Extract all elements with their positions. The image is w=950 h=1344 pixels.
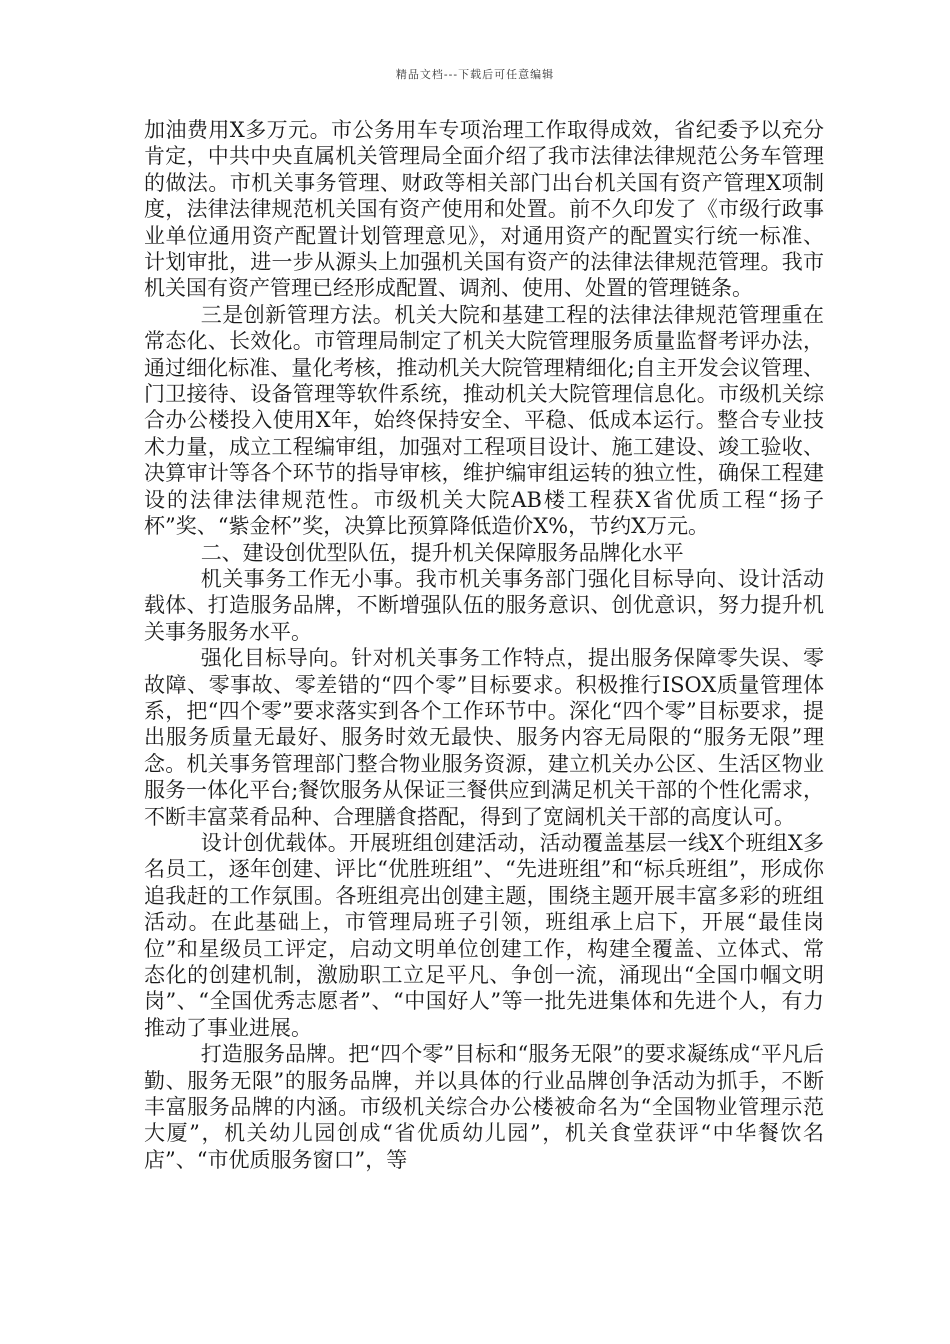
paragraph-team-intro: 机关事务工作无小事。我市机关事务部门强化目标导向、设计活动载体、打造服务品牌，不断增强队伍的服务意识、创优意识，努力提升机关事务服务水平。 [144, 566, 824, 644]
paragraph-management-methods: 三是创新管理方法。机关大院和基建工程的法律法律规范管理重在常态化、长效化。市管理局制定了机关大院管理服务质量监督考评办法，通过细化标准、量化考核，推动机关大院管理精细化;自主开发会议管理、门卫接待、设备管理等软件系统，推动机关大院管理信息化。市级机关综合办公楼投入使用Ⅹ年，始终保持安全、平稳、低成本运行。整合专业技术力量，成立工程编审组，加强对工程项目设计、施工建设、竣工验收、决算审计等各个环节的指导审核，维护编审组运转的独立性，确保工程建设的法律法律规范性。市级机关大院AB楼工程获Ⅹ省优质工程“扬子杯”奖、“紫金杯”奖，决算比预算降低造价Ⅹ%，节约Ⅹ万元。 [144, 302, 824, 539]
paragraph-vehicle-assets: 加油费用Ⅹ多万元。市公务用车专项治理工作取得成效，省纪委予以充分肯定，中共中央直属机关管理局全面介绍了我市法律法律规范公务车管理的做法。市机关事务管理、财政等相关部门出台机关国有资产管理Ⅹ项制度，法律法律规范机关国有资产使用和处置。前不久印发了《市级行政事业单位通用资产配置计划管理意见》，对通用资产的配置实行统一标准、计划审批，进一步从源头上加强机关国有资产的法律法律规范管理。我市机关国有资产管理已经形成配置、调剂、使用、处置的管理链条。 [144, 118, 824, 301]
page-header: 精品文档---下载后可任意编辑 [395, 68, 555, 81]
paragraph-goal-orientation: 强化目标导向。针对机关事务工作特点，提出服务保障零失误、零故障、零事故、零差错的“四个零”目标要求。积极推行ISOX质量管理体系，把“四个零”要求落实到各个工作环节中。深化“四个零”目标要求，提出服务质量无最好、服务时效无最快、服务内容无局限的“服务无限”理念。机关事务管理部门整合物业服务资源，建立机关办公区、生活区物业服务一体化平台;餐饮服务从保证三餐供应到满足机关干部的个性化需求，不断丰富菜肴品种、合理膳食搭配，得到了宽阔机关干部的高度认可。 [144, 646, 824, 829]
section-heading-team-building: 二、建设创优型队伍，提升机关保障服务品牌化水平 [200, 540, 684, 565]
paragraph-activity-carriers: 设计创优载体。开展班组创建活动，活动覆盖基层一线Ⅹ个班组Ⅹ多名员工，逐年创建、评比“优胜班组”、“先进班组”和“标兵班组”，形成你追我赶的工作氛围。各班组亮出创建主题，围绕主题开展丰富多彩的班组活动。在此基础上，市管理局班子引领，班组承上启下，开展“最佳岗位”和星级员工评定，启动文明单位创建工作，构建全覆盖、立体式、常态化的创建机制，激励职工立足平凡、争创一流，涌现出“全国巾帼文明岗”、“全国优秀志愿者”、“中国好人”等一批先进集体和先进个人，有力推动了事业进展。 [144, 830, 824, 1040]
paragraph-service-brand: 打造服务品牌。把“四个零”目标和“服务无限”的要求凝练成“平凡后勤、服务无限”的服务品牌，并以具体的行业品牌创争活动为抓手，不断丰富服务品牌的内涵。市级机关综合办公楼被命名为“全国物业管理示范大厦”，机关幼儿园创成“省优质幼儿园”，机关食堂获评“中华餐饮名店”、“市优质服务窗口”，等 [144, 1042, 824, 1172]
document-body [144, 117, 824, 1173]
